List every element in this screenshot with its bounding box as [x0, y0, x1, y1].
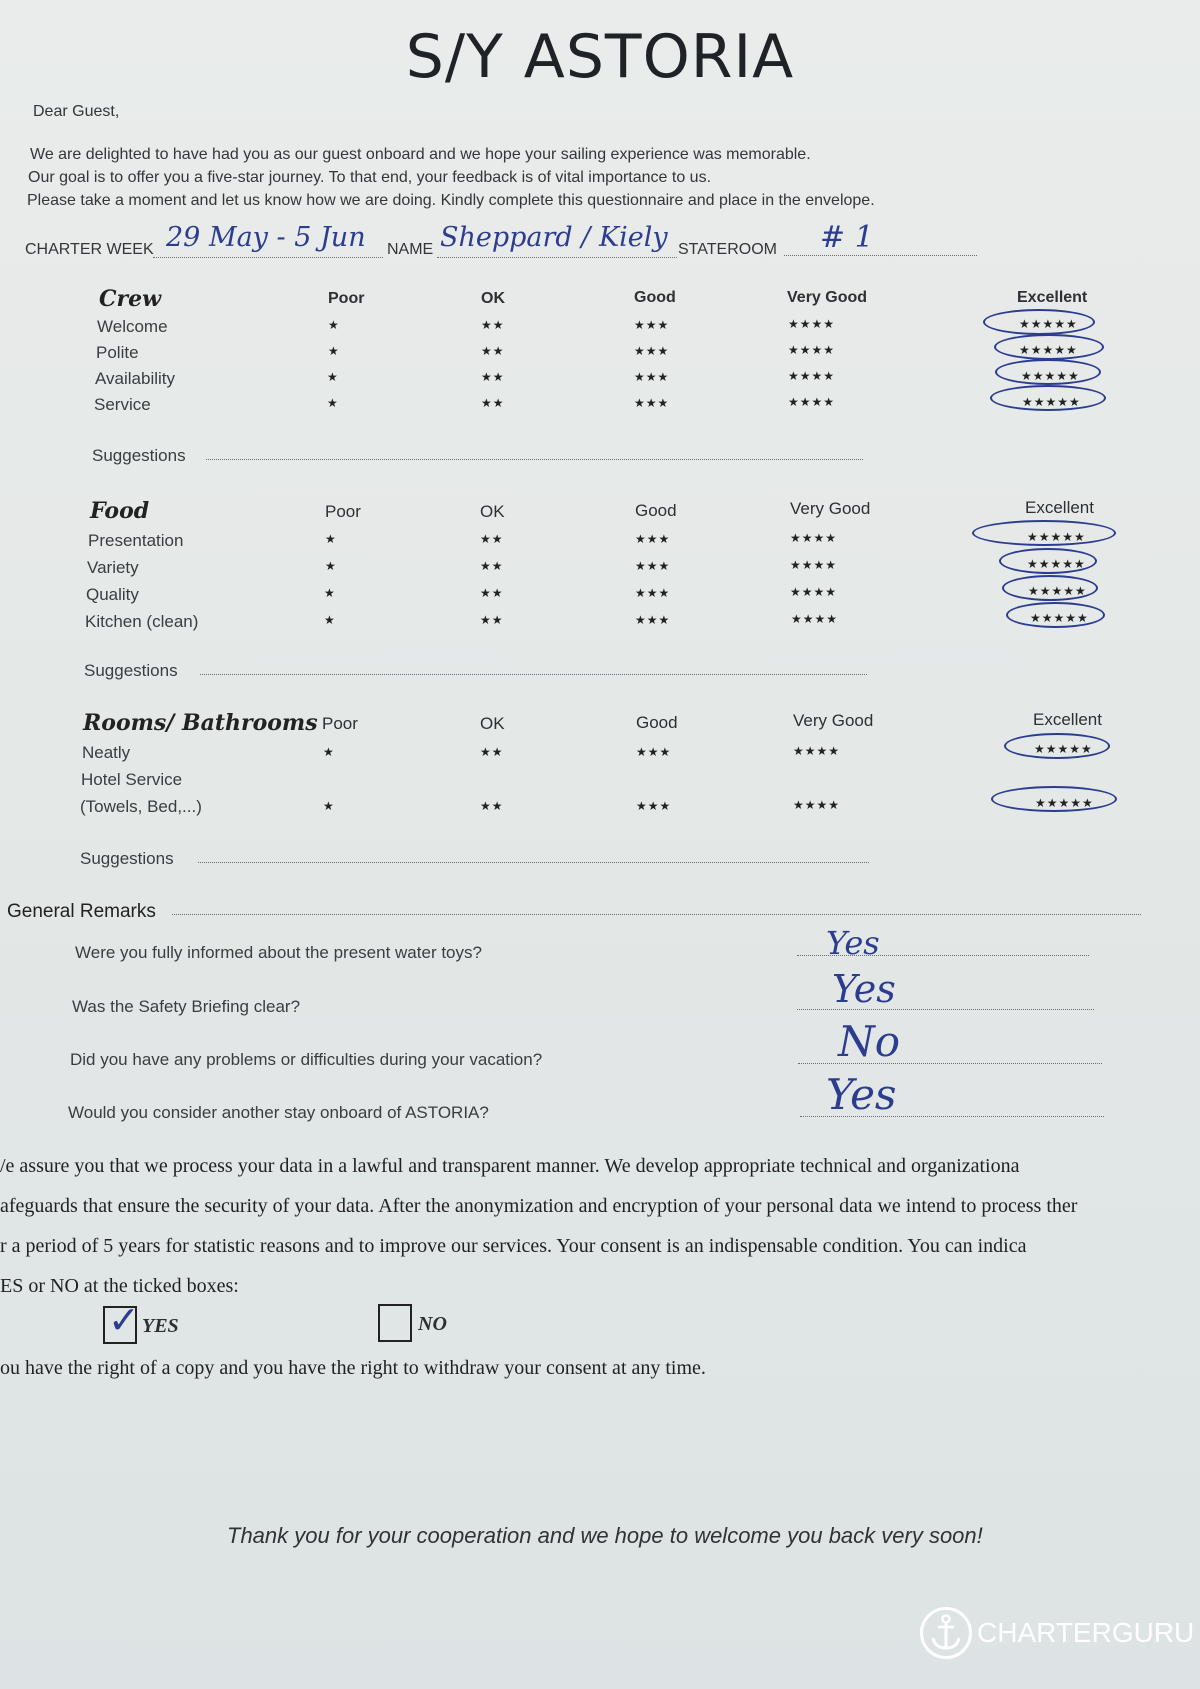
rating-1-star[interactable]: ★: [327, 396, 339, 410]
rights-line: ou have the right of a copy and you have the right to withdraw your consent at any time.: [0, 1357, 706, 1379]
rating-5-stars[interactable]: ★★★★★: [1019, 317, 1078, 331]
rating-1-star[interactable]: ★: [327, 370, 339, 384]
row-label: Kitchen (clean): [85, 612, 199, 631]
row-label: Presentation: [88, 531, 184, 550]
suggestions-line[interactable]: [200, 674, 867, 675]
col-good: Good: [635, 501, 677, 520]
greeting: Dear Guest,: [33, 103, 120, 120]
row-label: Quality: [86, 585, 139, 604]
thanks-message: Thank you for your cooperation and we hope to welcome you back very soon!: [227, 1523, 983, 1548]
stateroom-line: [784, 255, 977, 256]
rating-5-stars[interactable]: ★★★★★: [1034, 742, 1093, 756]
row-label: Service: [94, 395, 151, 414]
selection-circle: [1006, 602, 1105, 628]
rating-5-stars[interactable]: ★★★★★: [1028, 584, 1087, 598]
page-title: S/Y ASTORIA: [405, 22, 795, 92]
legal-line-4: ES or NO at the ticked boxes:: [0, 1275, 239, 1297]
rating-4-stars[interactable]: ★★★★: [793, 798, 841, 812]
rating-4-stars[interactable]: ★★★★: [791, 612, 839, 626]
rating-3-stars[interactable]: ★★★: [634, 396, 670, 410]
rating-1-star[interactable]: ★: [324, 586, 336, 600]
rating-3-stars[interactable]: ★★★: [635, 586, 671, 600]
question-text: Would you consider another stay onboard of ASTORIA?: [68, 1103, 489, 1122]
rating-2-stars[interactable]: ★★: [480, 799, 504, 813]
col-very-good: Very Good: [787, 289, 868, 306]
intro-line-1: We are delighted to have had you as our guest onboard and we hope your sailing experience was memorable.: [30, 146, 811, 163]
rating-4-stars[interactable]: ★★★★: [790, 531, 838, 545]
col-poor: Poor: [322, 714, 358, 733]
selection-circle: [999, 548, 1097, 574]
rating-5-stars[interactable]: ★★★★★: [1030, 611, 1089, 625]
row-label: Welcome: [97, 317, 168, 336]
rating-2-stars[interactable]: ★★: [481, 344, 505, 358]
col-excellent: Excellent: [1025, 498, 1094, 517]
question-text: Were you fully informed about the present water toys?: [75, 943, 482, 962]
rating-1-star[interactable]: ★: [324, 613, 336, 627]
rating-5-stars[interactable]: ★★★★★: [1027, 557, 1086, 571]
question-text: Did you have any problems or difficulties during your vacation?: [70, 1050, 543, 1069]
rating-5-stars[interactable]: ★★★★★: [1019, 343, 1078, 357]
rating-1-star[interactable]: ★: [323, 745, 335, 759]
selection-circle: [972, 520, 1116, 546]
selection-circle: [991, 786, 1117, 812]
row-label: Hotel Service: [81, 770, 183, 789]
rating-3-stars[interactable]: ★★★: [634, 318, 670, 332]
suggestions-line[interactable]: [198, 862, 869, 863]
rating-3-stars[interactable]: ★★★: [634, 370, 670, 384]
suggestions-line[interactable]: [206, 459, 863, 460]
rating-4-stars[interactable]: ★★★★: [788, 317, 836, 331]
selection-circle: [1002, 575, 1098, 601]
consent-yes-label: YES: [142, 1315, 179, 1337]
charter-week-label: CHARTER WEEK: [25, 241, 154, 258]
legal-line-2: afeguards that ensure the security of your data. After the anonymization and encryption of your personal data we intend to process ther: [0, 1195, 1078, 1217]
row-label: Variety: [87, 558, 139, 577]
col-excellent: Excellent: [1017, 289, 1088, 306]
answer-value[interactable]: Yes: [826, 924, 880, 962]
col-poor: Poor: [325, 502, 361, 521]
rating-4-stars[interactable]: ★★★★: [788, 395, 836, 409]
consent-no-label: NO: [418, 1313, 447, 1335]
intro-line-3: Please take a moment and let us know how we are doing. Kindly complete this questionnaire and place in the envelope.: [27, 192, 875, 209]
stateroom-label: STATEROOM: [678, 241, 777, 258]
rating-4-stars[interactable]: ★★★★: [793, 744, 841, 758]
rating-2-stars[interactable]: ★★: [480, 559, 504, 573]
rating-5-stars[interactable]: ★★★★★: [1022, 395, 1081, 409]
brand-logo-text: CHARTERGURU: [977, 1617, 1195, 1648]
rating-3-stars[interactable]: ★★★: [635, 532, 671, 546]
selection-circle: [994, 334, 1104, 360]
rating-5-stars[interactable]: ★★★★★: [1027, 530, 1086, 544]
rating-2-stars[interactable]: ★★: [481, 396, 505, 410]
rating-2-stars[interactable]: ★★: [480, 745, 504, 759]
col-ok: OK: [480, 502, 505, 521]
consent-yes-checkbox[interactable]: [103, 1298, 140, 1344]
section-title-food: Food: [90, 498, 150, 524]
intro-line-2: Our goal is to offer you a five-star journey. To that end, your feedback is of vital importance to us.: [28, 169, 712, 186]
legal-line-1: /e assure you that we process your data in a lawful and transparent manner. We develop appropriate technical and organizationa: [0, 1155, 1020, 1177]
name-value[interactable]: Sheppard / Kiely: [440, 222, 668, 253]
rating-2-stars[interactable]: ★★: [481, 370, 505, 384]
col-very-good: Very Good: [790, 499, 871, 518]
rating-1-star[interactable]: ★: [325, 559, 337, 573]
rating-3-stars[interactable]: ★★★: [636, 799, 672, 813]
suggestions-label: Suggestions: [84, 661, 178, 680]
col-excellent: Excellent: [1033, 710, 1102, 729]
rating-5-stars[interactable]: ★★★★★: [1021, 369, 1080, 383]
selection-circle: [995, 359, 1101, 385]
rating-4-stars[interactable]: ★★★★: [790, 558, 838, 572]
general-remarks-line[interactable]: [172, 914, 1141, 915]
legal-line-3: r a period of 5 years for statistic reasons and to improve our services. Your consent is an indispensable condition. You can indica: [0, 1235, 1027, 1257]
answer-value[interactable]: Yes: [826, 1070, 897, 1119]
rating-1-star[interactable]: ★: [328, 344, 340, 358]
rating-1-star[interactable]: ★: [325, 532, 337, 546]
answer-value[interactable]: No: [838, 1017, 901, 1066]
suggestions-label: Suggestions: [92, 446, 186, 465]
rating-2-stars[interactable]: ★★: [480, 613, 504, 627]
rating-3-stars[interactable]: ★★★: [634, 344, 670, 358]
charter-week-value[interactable]: 29 May - 5 Jun: [166, 222, 366, 253]
rating-3-stars[interactable]: ★★★: [635, 559, 671, 573]
rating-1-star[interactable]: ★: [328, 318, 340, 332]
answer-value[interactable]: Yes: [832, 967, 896, 1011]
rating-4-stars[interactable]: ★★★★: [788, 343, 836, 357]
rating-2-stars[interactable]: ★★: [480, 532, 504, 546]
name-label: NAME: [387, 241, 434, 258]
col-poor: Poor: [328, 290, 365, 307]
row-label: (Towels, Bed,...): [80, 797, 202, 816]
col-ok: OK: [480, 714, 505, 733]
question-text: Was the Safety Briefing clear?: [72, 997, 301, 1016]
col-very-good: Very Good: [793, 711, 874, 730]
col-good: Good: [636, 713, 678, 732]
anchor-icon: [920, 1607, 972, 1659]
check-mark-icon: ✓: [108, 1298, 140, 1342]
name-line: [437, 257, 677, 258]
row-label: Neatly: [82, 743, 131, 762]
rating-2-stars[interactable]: ★★: [480, 586, 504, 600]
stateroom-value[interactable]: # 1: [820, 220, 874, 255]
suggestions-label: Suggestions: [80, 849, 174, 868]
rating-3-stars[interactable]: ★★★: [635, 613, 671, 627]
section-title-rooms: Rooms/ Bathrooms: [83, 710, 318, 736]
selection-circle: [1004, 733, 1110, 759]
rating-1-star[interactable]: ★: [323, 799, 335, 813]
selection-circle: [983, 309, 1095, 335]
rating-2-stars[interactable]: ★★: [481, 318, 505, 332]
col-good: Good: [634, 289, 676, 306]
row-label: Availability: [95, 369, 176, 388]
selection-circle: [990, 385, 1106, 411]
rating-3-stars[interactable]: ★★★: [636, 745, 672, 759]
rating-4-stars[interactable]: ★★★★: [790, 585, 838, 599]
row-label: Polite: [96, 343, 139, 362]
section-title-crew: Crew: [99, 286, 162, 312]
consent-no-checkbox[interactable]: [378, 1304, 412, 1342]
col-ok: OK: [481, 290, 505, 307]
charter-week-line: [153, 257, 383, 258]
rating-5-stars[interactable]: ★★★★★: [1035, 796, 1094, 810]
general-remarks-label: General Remarks: [7, 901, 156, 922]
rating-4-stars[interactable]: ★★★★: [788, 369, 836, 383]
